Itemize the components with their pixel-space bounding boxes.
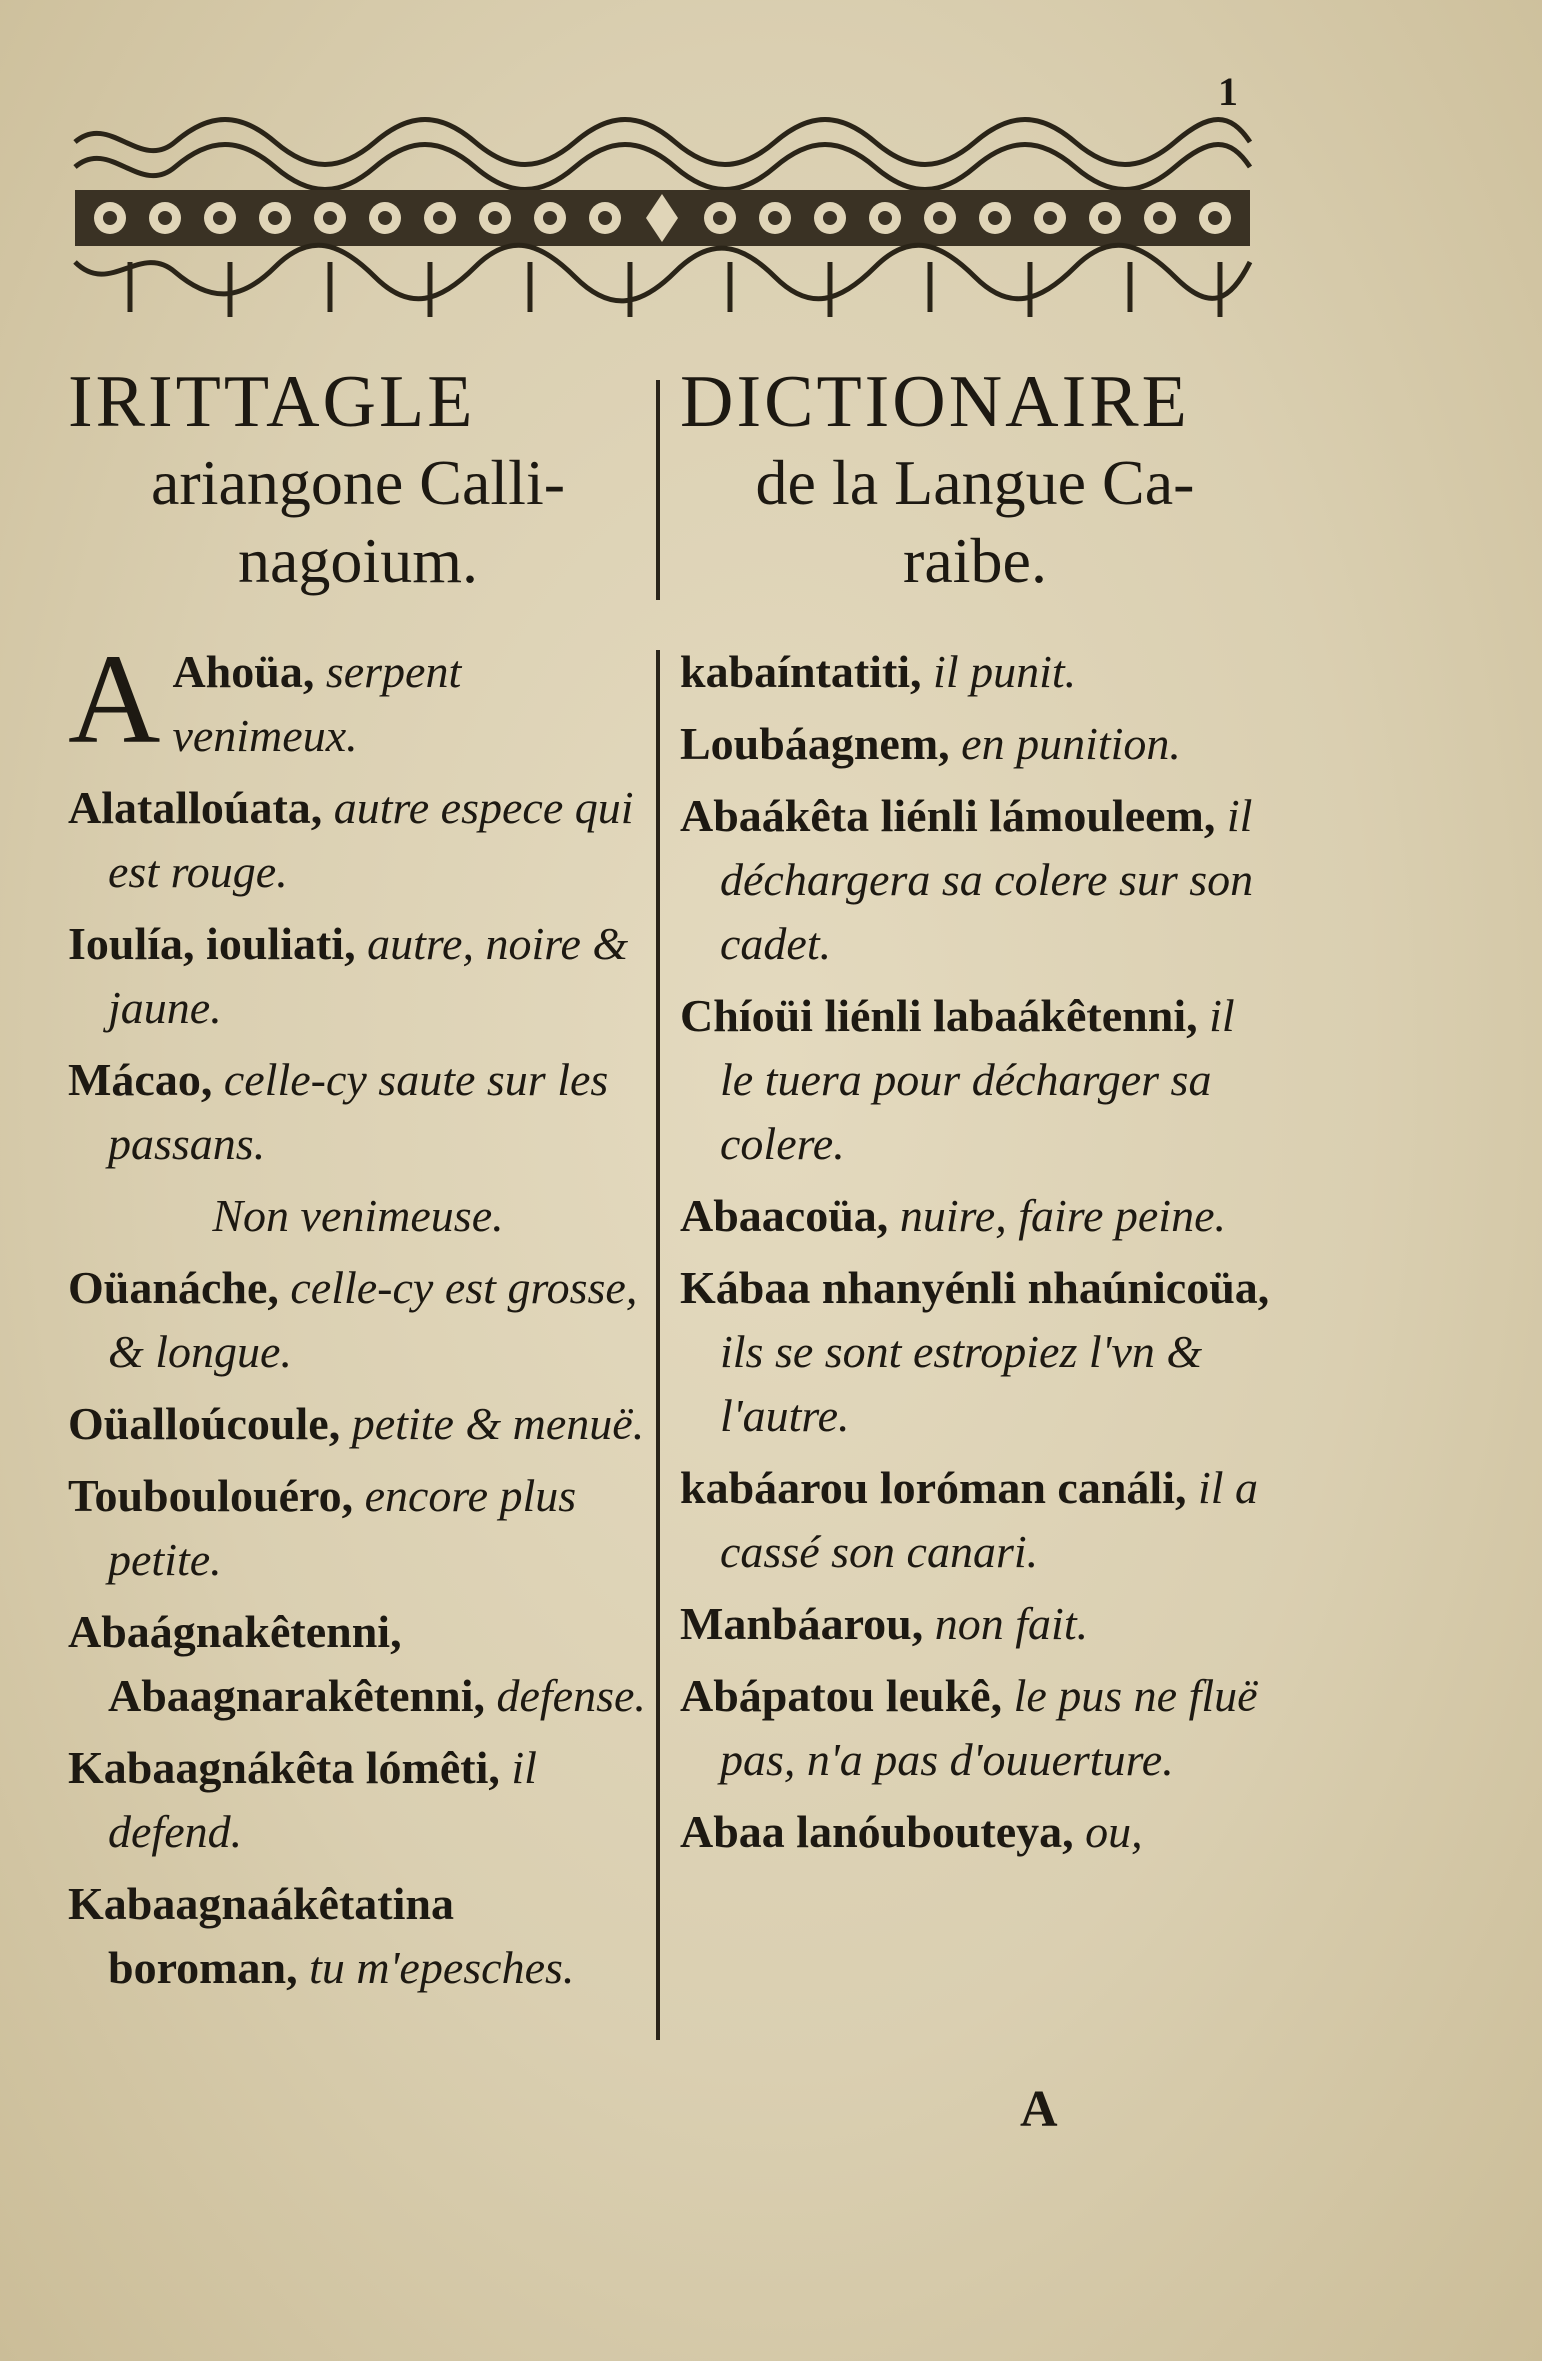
dictionary-entry [680,640,1270,704]
entry-gloss: encore plus petite. [108,1470,577,1585]
entry-gloss: ou, [1085,1806,1143,1857]
dictionary-entry [680,712,1270,776]
entry-term: Kábaa nhanyénli nhaúnicoüa, [680,1262,1270,1313]
entry-term: Oüanáche, [68,1262,279,1313]
dictionary-entry [680,1256,1270,1448]
entry-term: Kabaagnaákêtatina boroman, [68,1878,454,1993]
dictionary-entry [68,1872,648,2000]
entry-term: kabaíntatiti, [680,646,922,697]
column-divider-lower [656,650,660,2040]
entry-term: Ioulía, iouliati, [68,918,356,969]
entry-term: Manbáarou, [680,1598,924,1649]
left-entries-list [68,628,648,2000]
entry-term: Alatalloúata, [68,782,323,833]
entry-gloss: non fait. [934,1598,1089,1649]
entry-gloss: il punit. [933,646,1077,697]
entry-term: Abaágnakêtenni, Abaagnarakêtenni, [68,1606,485,1721]
drop-capital: A [68,628,161,770]
dictionary-entry [68,1464,648,1592]
dictionary-entry [68,628,648,770]
entry-term: Abaákêta liénli lámouleem, [680,790,1216,841]
entry-term: Ahoüa, [172,646,315,697]
dictionary-entry [68,912,648,1040]
right-entries-list [680,640,1270,1864]
catchword: A [1020,2081,1058,2138]
left-column-subtitle-line1: ariangone Calli- [150,447,566,518]
dictionary-entry [68,1256,648,1384]
dictionary-entry [680,784,1270,976]
entry-gloss: Non venimeuse. [212,1190,504,1241]
entry-term: Kabaagnákêta lómêti, [68,1742,500,1793]
dictionary-entry [68,776,648,904]
dictionary-entry [68,1600,648,1728]
dictionary-entry [680,1800,1270,1864]
left-column-subtitle-line2: nagoium. [238,525,478,596]
right-column-french [680,360,1270,1872]
entry-gloss: il defend. [108,1742,537,1857]
entry-term: kabáarou loróman canáli, [680,1462,1187,1513]
entry-gloss: celle-cy saute sur les passans. [108,1054,609,1169]
entry-gloss: celle-cy est grosse, & longue. [108,1262,638,1377]
entry-gloss: autre, noire & jaune. [108,918,629,1033]
dictionary-entry [68,1736,648,1864]
entry-gloss: autre espece qui est rouge. [108,782,634,897]
dictionary-entry [680,1592,1270,1656]
entry-gloss: il déchargera sa colere sur son cadet. [720,790,1254,969]
entry-term: Loubáagnem, [680,718,950,769]
entry-term: Oüalloúcoule, [68,1398,341,1449]
entry-term: Abaa lanóubouteya, [680,1806,1074,1857]
left-column-latin-caribe [68,360,648,2008]
left-column-title: IRITTAGLE [68,361,476,443]
entry-gloss: petite & menuë. [351,1398,645,1449]
dictionary-entry [68,1392,648,1456]
page-number: 1 [1218,69,1238,114]
right-column-title: DICTIONAIRE [680,361,1190,443]
section-subheading [68,1184,648,1248]
entry-gloss: nuire, faire peine. [899,1190,1226,1241]
entry-term: Abaacoüa, [680,1190,889,1241]
entry-term: Mácao, [68,1054,213,1105]
dictionary-entry [680,1184,1270,1248]
right-column-subtitle-line1: de la Langue Ca- [755,447,1195,518]
dictionary-entry [680,1664,1270,1792]
right-column-subtitle-line2: raibe. [903,525,1047,596]
entry-gloss: tu m'epesches. [309,1942,575,1993]
entry-gloss: en punition. [961,718,1181,769]
entry-gloss: il le tuera pour décharger sa colere. [720,990,1235,1169]
entry-term: Chíoüi liénli labaákêtenni, [680,990,1198,1041]
entry-term: Touboulouéro, [68,1470,354,1521]
dictionary-entry [680,1456,1270,1584]
decorative-headpiece [70,112,1256,322]
entry-gloss: ils se sont estropiez l'vn & l'autre. [720,1326,1203,1441]
entry-gloss: serpent venimeux. [172,646,462,761]
entry-gloss: defense. [496,1670,646,1721]
entry-term: Abápatou leukê, [680,1670,1003,1721]
entry-gloss: il a cassé son canari. [720,1462,1259,1577]
dictionary-entry [68,1048,648,1176]
dictionary-entry [680,984,1270,1176]
entry-gloss: le pus ne fluë pas, n'a pas d'ouuerture. [720,1670,1258,1785]
column-divider-upper [656,380,660,600]
